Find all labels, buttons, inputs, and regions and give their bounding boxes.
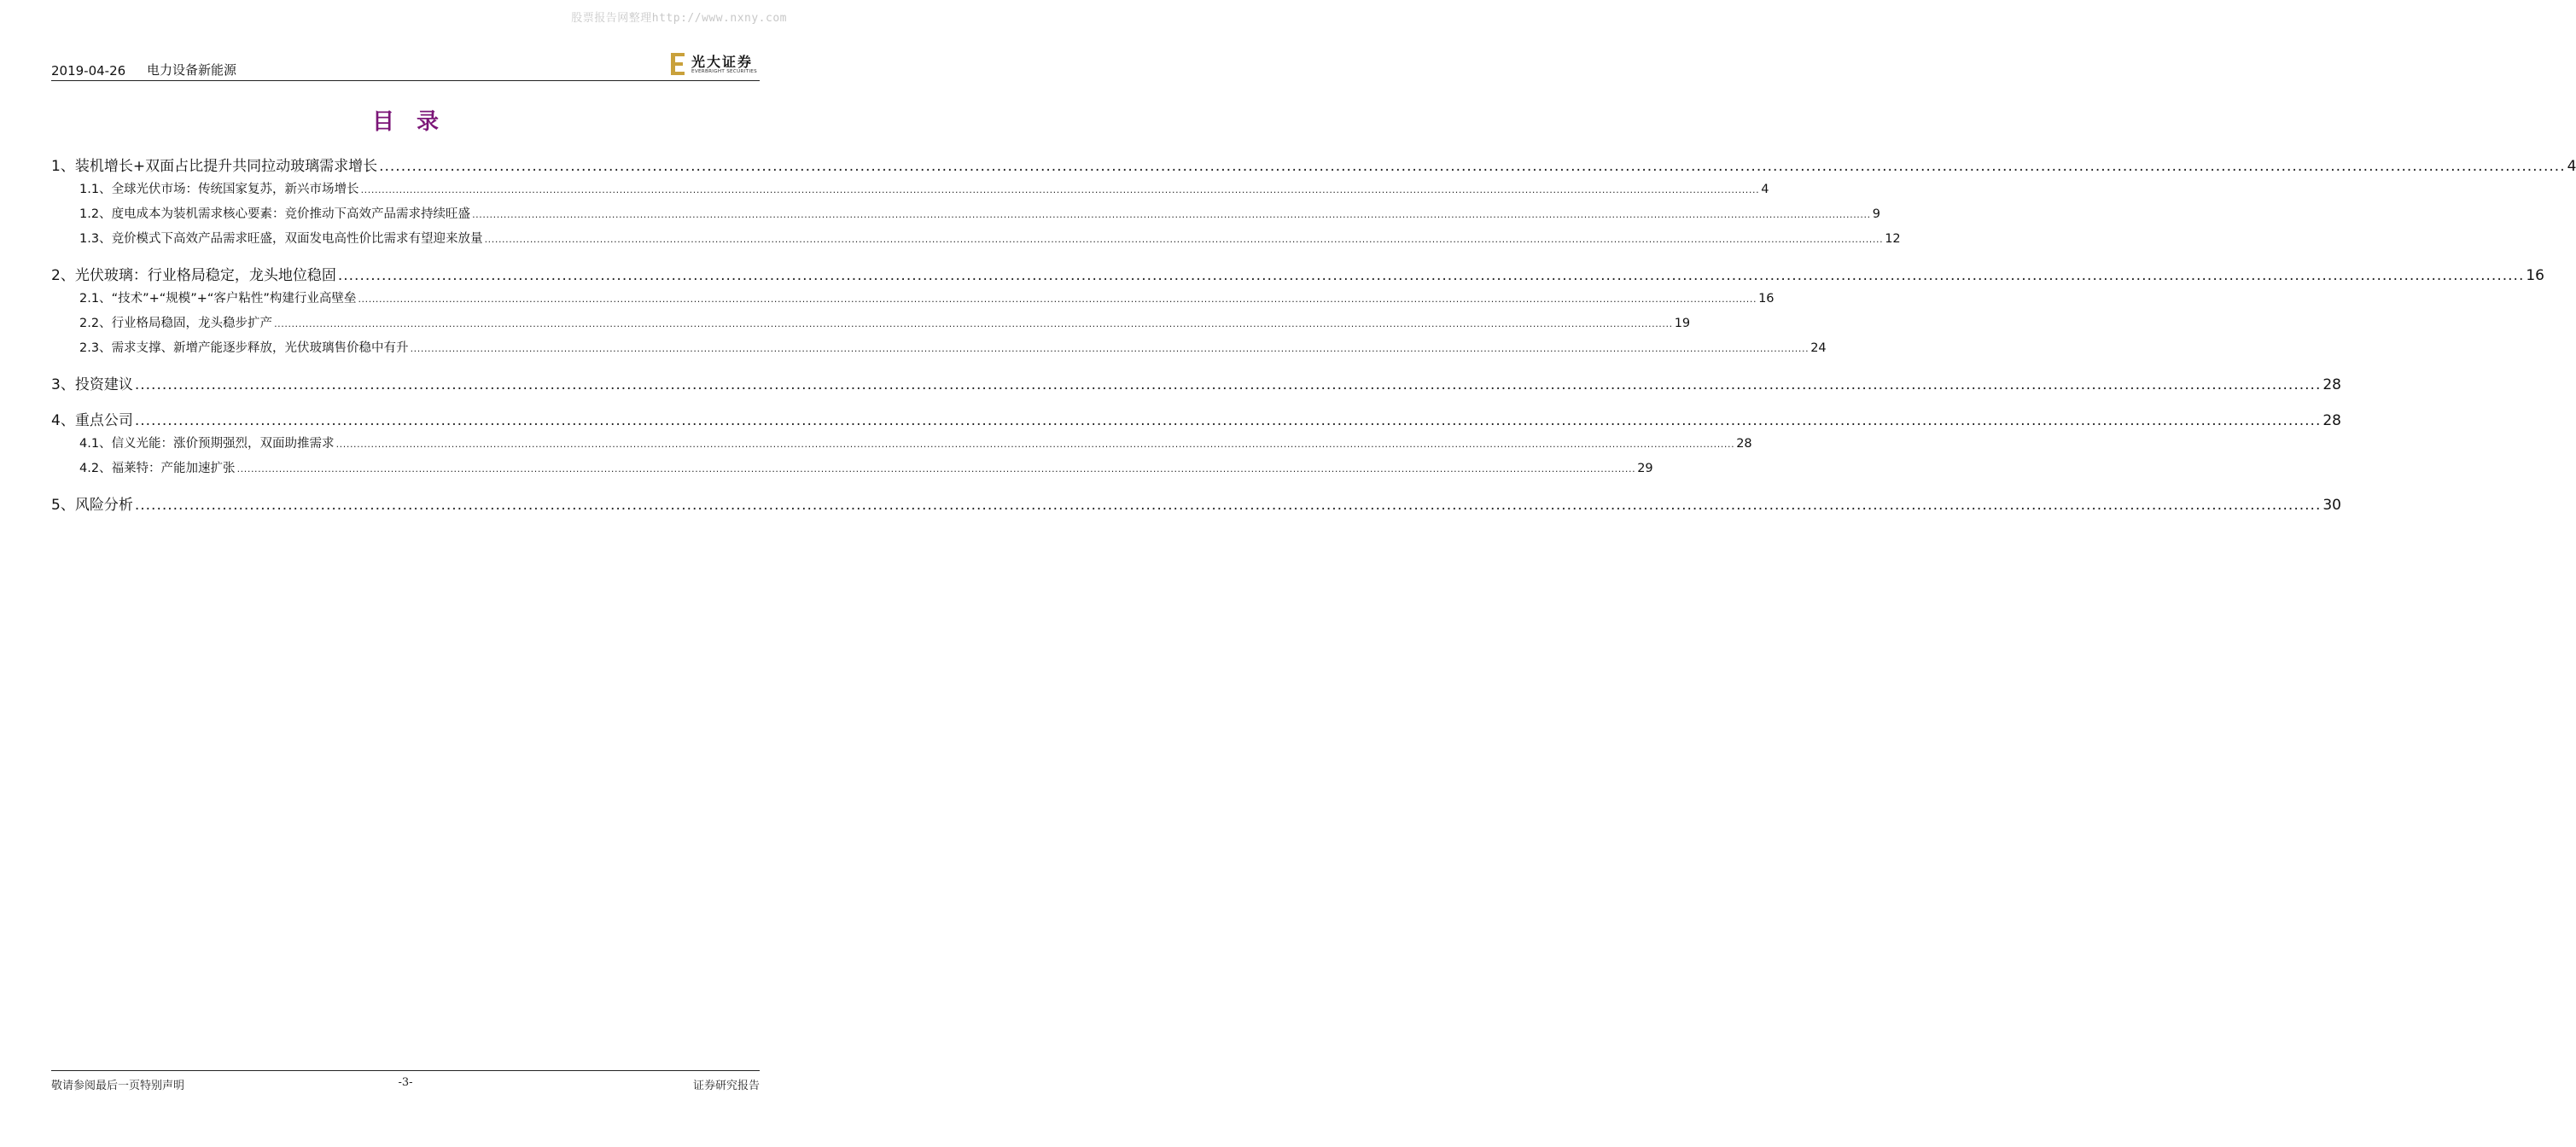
toc-entry[interactable] xyxy=(51,154,2576,175)
page-footer xyxy=(51,1070,760,1092)
toc-entry-page: 24 xyxy=(1810,341,1827,355)
toc-entry-title: 重点公司 xyxy=(74,412,133,429)
toc-entry-page: 12 xyxy=(1885,232,1901,246)
toc-entry[interactable] xyxy=(51,338,1827,356)
toc-entry-number: 1.2、 xyxy=(79,207,112,221)
toc-dot-leader: ................................................................................................................................................................................................................................................................................................................................................................................................................ xyxy=(410,343,1810,354)
logo-chinese-text: 光大证券 xyxy=(691,54,754,70)
toc-dot-leader: ................................................................................................................................................................................................................................................................................................................................................................................................................ xyxy=(484,234,1884,245)
toc-entry-title: 投资建议 xyxy=(74,376,133,393)
toc-entry[interactable] xyxy=(51,458,1653,476)
toc-entry-title: 全球光伏市场：传统国家复苏，新兴市场增长 xyxy=(111,183,359,196)
toc-entry-number: 2.2、 xyxy=(79,317,112,330)
toc-entry-number: 4.1、 xyxy=(79,437,112,451)
toc-dot-leader: ................................................................................................................................................................................................................................................................................................................................................................................................................ xyxy=(134,497,2322,514)
toc-dot-leader: ................................................................................................................................................................................................................................................................................................................................................................................................................ xyxy=(360,184,1760,195)
toc-entry-number: 4.2、 xyxy=(79,462,112,475)
toc-entry-title: “技术”+“规模”+“客户粘性”构建行业高壁垒 xyxy=(111,292,357,306)
toc-entry-number: 3、 xyxy=(51,376,75,393)
toc-entry-page: 28 xyxy=(2322,376,2341,393)
toc-entry[interactable] xyxy=(51,492,2341,514)
toc-entry[interactable] xyxy=(51,408,2341,429)
toc-entry-number: 5、 xyxy=(51,497,75,514)
toc-entry-number: 4、 xyxy=(51,412,75,429)
toc-dot-leader: ................................................................................................................................................................................................................................................................................................................................................................................................................ xyxy=(134,412,2322,429)
logo-mark-icon xyxy=(671,53,685,75)
toc-entry-page: 19 xyxy=(1674,317,1691,330)
page-header xyxy=(51,49,760,81)
toc-entry-page: 29 xyxy=(1637,462,1653,475)
toc-entry-title: 福莱特：产能加速扩张 xyxy=(111,462,236,475)
toc-entry-number: 2.1、 xyxy=(79,292,112,306)
toc-entry-title: 风险分析 xyxy=(74,497,133,514)
toc-dot-leader: ................................................................................................................................................................................................................................................................................................................................................................................................................ xyxy=(134,376,2322,393)
report-type: 证券研究报告 xyxy=(692,1080,760,1092)
toc-dot-leader: ................................................................................................................................................................................................................................................................................................................................................................................................................ xyxy=(274,318,1673,329)
toc-entry-number: 1.3、 xyxy=(79,232,112,246)
toc-entry-page: 30 xyxy=(2322,497,2341,514)
toc-entry-page: 4 xyxy=(2567,158,2576,175)
toc-entry[interactable] xyxy=(51,229,1901,247)
toc-entry[interactable] xyxy=(51,434,1752,451)
toc-dot-leader: ................................................................................................................................................................................................................................................................................................................................................................................................................ xyxy=(335,439,1735,450)
toc-entry-title: 需求支撑、新增产能逐步释放，光伏玻璃售价稳中有升 xyxy=(111,341,409,355)
toc-entry[interactable] xyxy=(51,263,2544,284)
logo-english-text: EVERBRIGHT SECURITIES xyxy=(691,69,757,74)
toc-entry-number: 2.3、 xyxy=(79,341,112,355)
toc-entry-page: 16 xyxy=(2526,267,2544,284)
report-sector: 电力设备新能源 xyxy=(147,62,237,78)
report-date: 2019-04-26 xyxy=(51,63,126,79)
toc-dot-leader: ................................................................................................................................................................................................................................................................................................................................................................................................................ xyxy=(472,209,1871,220)
toc-entry[interactable] xyxy=(51,313,1691,331)
page-number: -3- xyxy=(398,1076,413,1089)
toc-dot-leader: ................................................................................................................................................................................................................................................................................................................................................................................................................ xyxy=(236,463,1636,475)
toc-entry[interactable] xyxy=(51,288,1775,306)
watermark-text: 股票报告网整理http://www.nxny.com xyxy=(571,12,787,25)
everbright-logo xyxy=(671,51,760,77)
toc-entry-page: 28 xyxy=(1736,437,1752,451)
toc-dot-leader: ................................................................................................................................................................................................................................................................................................................................................................................................................ xyxy=(337,267,2525,284)
footer-disclaimer: 敬请参阅最后一页特别声明 xyxy=(51,1080,185,1092)
toc-entry-number: 2、 xyxy=(51,267,75,284)
toc-entry-title: 光伏玻璃：行业格局稳定，龙头地位稳固 xyxy=(74,267,336,284)
toc-entry[interactable] xyxy=(51,204,1880,222)
toc-entry-page: 16 xyxy=(1758,292,1775,306)
toc-entry-title: 信义光能：涨价预期强烈，双面助推需求 xyxy=(111,437,335,451)
toc-entry-title: 装机增长+双面占比提升共同拉动玻璃需求增长 xyxy=(74,158,378,175)
toc-entry-page: 4 xyxy=(1761,183,1769,196)
toc-title: 目录 xyxy=(371,109,461,135)
toc-entry-title: 度电成本为装机需求核心要素：竞价推动下高效产品需求持续旺盛 xyxy=(111,207,471,221)
toc-entry-page: 28 xyxy=(2322,412,2341,429)
toc-dot-leader: ................................................................................................................................................................................................................................................................................................................................................................................................................ xyxy=(358,294,1757,305)
toc-entry-title: 竞价模式下高效产品需求旺盛，双面发电高性价比需求有望迎来放量 xyxy=(111,232,483,246)
toc-entry-title: 行业格局稳固，龙头稳步扩产 xyxy=(111,317,273,330)
toc-entry-number: 1、 xyxy=(51,158,75,175)
toc-entry-number: 1.1、 xyxy=(79,183,112,196)
toc-entry-page: 9 xyxy=(1872,207,1880,221)
toc-entry[interactable] xyxy=(51,179,1769,197)
toc-entry[interactable] xyxy=(51,372,2341,393)
toc-dot-leader: ................................................................................................................................................................................................................................................................................................................................................................................................................ xyxy=(379,158,2566,175)
